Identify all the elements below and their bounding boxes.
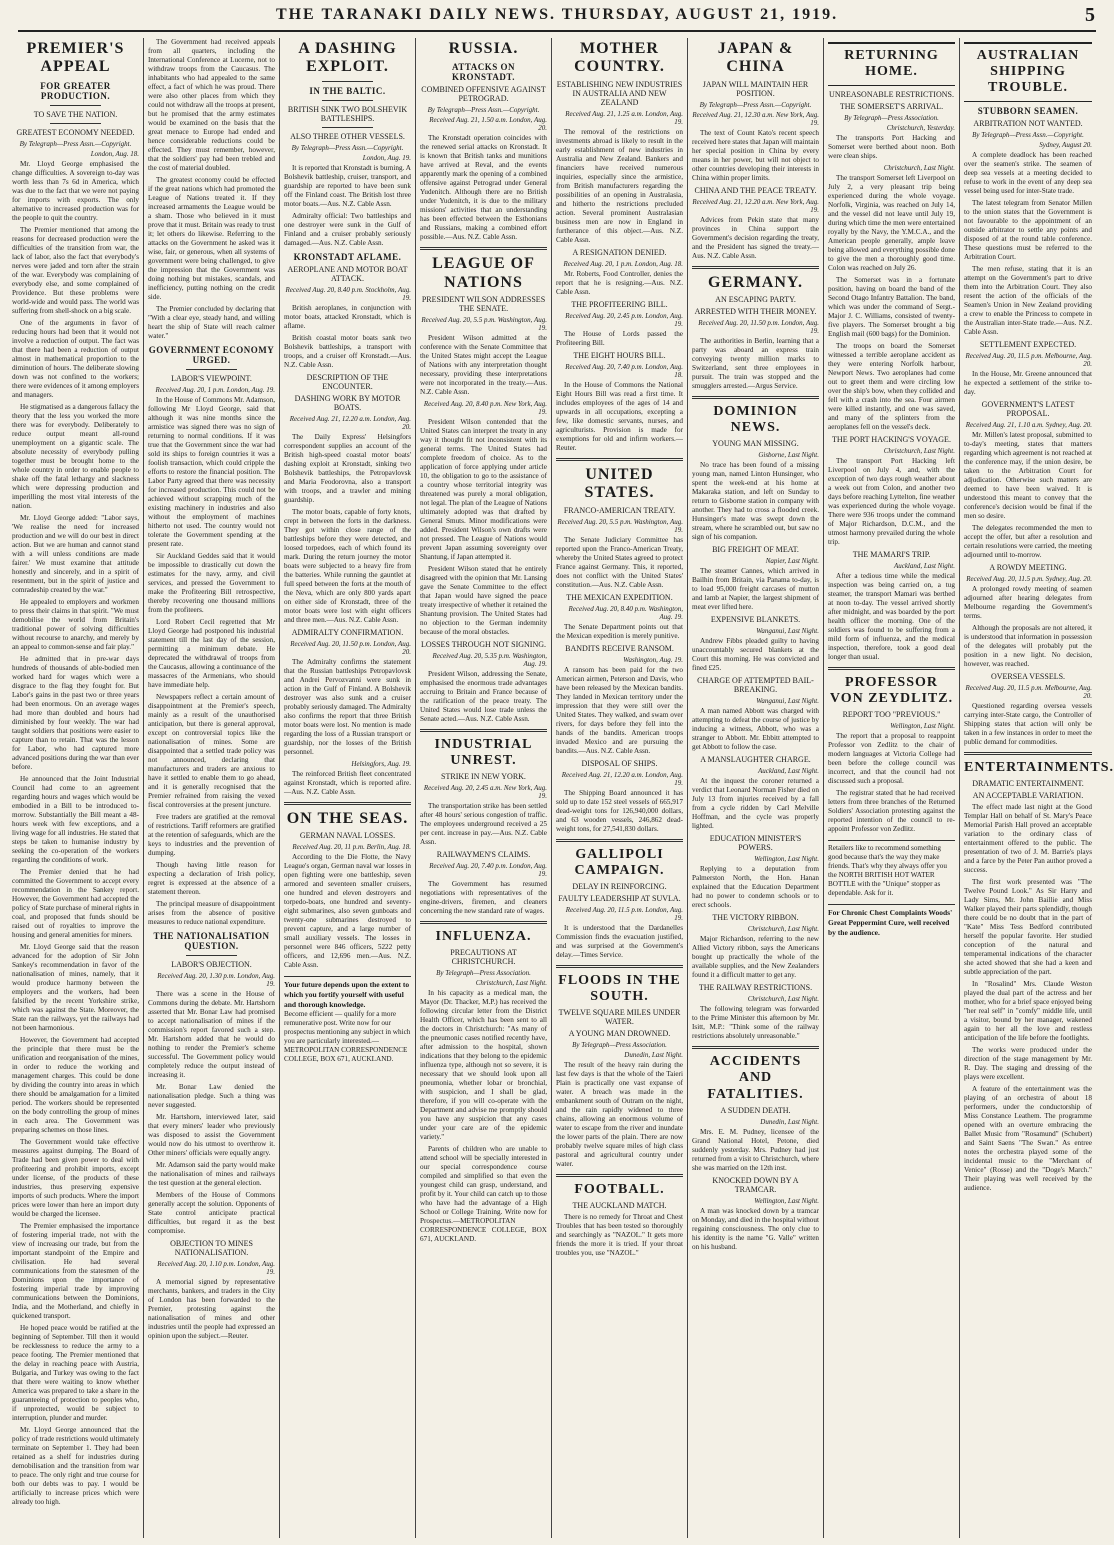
headline: RUSSIA. — [448, 40, 519, 57]
paragraph: The Premier mentioned that among the reasons for decreased production were the difficulties of the transition from war, the lack of labor, also the fact that everybody's nerves were jaded and torn after the strain of the war. Everybody was complaining of everybody else, and some complained of Providence. But these problems were world-wide and would pass. The world was suffering from shell-shock on a big scale. — [12, 225, 139, 315]
paragraph: President Wilson admitted at the conference with the Senate Committee that the United States might accept the League of Nations with any interpretation thought necessary, providing these interpretations were not incorporated in the treaty.—Aus. N.Z. Cable Assn. — [420, 334, 547, 397]
dateline: Dunedin, Last Night. — [624, 1050, 683, 1059]
paragraph: The report that a proposal to reappoint Professor von Zedlitz to the chair of modern languages at Victoria College had been before the college council was incorrect, and that the council had not discussed such a proposal. — [828, 732, 955, 786]
paragraph: In the House, Mr. Greene announced that he expected a settlement of the strike to-day. — [964, 370, 1092, 397]
paragraph: The authorities in Berlin, learning that a party was aboard an express train conveying twenty million marks to Switzerland, sent three employees in pursuit. The train was stopped and the smugglers arrested.—Argus Service. — [692, 337, 819, 391]
credit-line: By Telegraph—Press Assn.—Copyright. — [19, 139, 132, 148]
credit-line: By Telegraph—Press Association. — [572, 1040, 667, 1049]
dateline: Received Aug. 21, 12.20 a.m. New York, Aug. 19. — [692, 197, 819, 214]
dateline: Received Aug. 20, 5.5 p.m. Washington, Aug. 19. — [557, 517, 683, 534]
paragraph: The reinforced British fleet concentrated against Kronstadt, which is reported afire.—Aus. N.Z. Cable Assn. — [284, 769, 411, 796]
headline: LEAGUE OF NATIONS — [432, 255, 535, 291]
paragraph: The delegates recommended the men to accept the offer, but after a resolution and certain resolutions were carried, the meeting adjourned until to-morrow. — [964, 524, 1092, 560]
paragraph: Mr. Lloyd George said that the reason advanced for the adoption of Sir John Sankey's recommendation in favor of the nationalisation of mines, namely, that it would produce harmony between the employers and the workers, had been falsified by the recent Yorkshire strike, which was against the State. Moreover, the State ran the railways, yet the railways had not been harmonious. — [12, 942, 139, 1032]
dateline: Christchurch, Yesterday. — [886, 124, 955, 133]
advertisement — [828, 904, 955, 938]
paragraph: Mr. Roberts, Food Controller, denies the report that he is resigning.—Aus. N.Z. Cable Assn. — [556, 269, 683, 296]
dateline: Wellington, Last Night. — [754, 1196, 819, 1205]
dateline: Received Aug. 20, 1.30 p.m. London, Aug. 19. — [157, 972, 275, 988]
paragraph: The Government had received appeals from all quarters, including the International Conference at Lucerne, not to withdraw troops from the Caucasus. The inhabitants who had appealed to the same effect, a fact of which he was proud. There were also other places from which they could not withdraw all the troops at present, but he promised that the army estimates would be examined on the basis that the great menace to Europe had ended and hence considerable reductions could be effected. They must remember, however, that the soldiers' pay had been trebled and the cost of material doubled. — [148, 38, 275, 172]
dateline: Received Aug. 20, 8.40 p.m. New York, Aug. 19. — [423, 400, 547, 417]
paragraph: Mr. Lloyd George announced that the policy of trade restrictions would ultimately terminate on September 1. They had been retained as a shelf for industries during demobilisation and the transition from war to peace. The only right and true course for both our debts was to pay. I would be artificially to increase prices which were already too high. — [12, 1425, 139, 1506]
subheadline: FAULTY LEADERSHIP AT SUVLA. — [558, 893, 681, 903]
dateline: Received Aug. 20, 8.40 p.m. Washington, Aug. 19. — [568, 604, 683, 621]
dateline: Christchurch, Last Night. — [747, 995, 819, 1004]
subheadline: THE PROFITEERING BILL. — [571, 299, 668, 309]
subheadline: OVERSEA VESSELS. — [990, 672, 1066, 682]
paragraph: The Premier denied that he had committed the Government to accept every recommendation in the Sankey report. However, the Government had accepted the policy of State purchase of mineral rights in coal, and proposed that funds should be raised out of royalties to improve the housing and general amenities for miners. — [12, 867, 139, 939]
dateline: Washington, Aug. 19. — [623, 655, 683, 664]
paragraph: The first work presented was "The Twelve Pound Look." As Sir Harry and Lady Sims, Mr. John Baillie and Miss Walker played their parts splendidly, though there could be no doubt that in the part of "Kate" Miss Tess Bedford contributed herself the popular favorite. Her studied conception of the natural and temperamental indications of the character she acted showed that she had a keen and subtle appreciation of the part. — [964, 878, 1092, 977]
headline: PROFESSOR VON ZEYDLITZ. — [829, 675, 954, 707]
column-1 — [8, 38, 144, 1538]
paragraph: Members of the House of Commons generally accept the solution. Opponents of State control anticipate practical difficulties, but regard it as the best compromise. — [148, 1191, 275, 1235]
paragraph: The latest telegram from Senator Millen to the union states that the Government is not favourable to the appointment of an outside arbitrator to settle any points and disposed of at the round table conference. These questions must be referred to the Arbitration Court. — [964, 199, 1092, 262]
paragraph: Mr. Adamson said the party would make the nationalisation of mines and railways the test question at the general election. — [148, 1161, 275, 1187]
subheadline: DRAMATIC ENTERTAINMENT. — [972, 779, 1084, 789]
dateline: Received Aug. 20, 11.5 p.m. Melbourne, Aug. 20. — [965, 352, 1092, 369]
paragraph: He appealed to employers and workmen to press their claims in that spirit. "We must demobilise the world from Britain's traditional power of solving difficulties without recourse to anarchy, and merely by an appeal to common-sense and fair play." — [12, 597, 139, 651]
subheadline: UNREASONABLE RESTRICTIONS. — [829, 90, 954, 100]
dateline: Received Aug. 20, 7.40 p.m. London, Aug. 18. — [565, 362, 683, 379]
subheadline: STRIKE IN NEW YORK. — [441, 772, 526, 782]
paragraph: The Shipping Board announced it has sold up to date 152 steel vessels of 665,917 dead-weight tons for 126,940,000 dollars, and 63 wooden vessels, 246,862 dead-weight tons, for 27,541,830 dollars. — [556, 788, 683, 833]
paragraph: According to the Die Flotte, the Navy League's organ, German naval war losses in open fighting were one battleship, seven armored and seventeen smaller cruisers, one hundred and eleven destroyers and torpedo-boats, one hundred and seventy-eight submarines, also seven gunboats and twenty-one submarines destroyed to prevent capture, and a large number of small auxiliary vessels. The losses in personnel were 846 officers, 5222 petty officers, and 12,696 men.—Aus. N.Z. Cable Assn. — [284, 853, 411, 970]
paragraph: After a tedious time while the medical inspection was being carried on, a tug steamer, the transport Mamari was berthed at noon to-day. The vessel arrived shortly after midnight, and was boarded by the port health officer the morning. One of the soldiers was found to be suffering from a mild form of influenza, and the medical inspection, therefore, took a good deal longer than usual. — [828, 572, 955, 662]
paragraph: He admitted that in pre-war days hundreds of thousands of able-bodied men worked hard for wages which were a disgrace to the flag they fought for. But Labor's gains in the past two or three years had been enormous. On an average wages had more than doubled and hours had diminished by four weekly. The war had taught soldiers that positions were easier to capture than to retain. That was the lesson for Labor, who had captured more advanced positions during the war than ever before. — [12, 654, 139, 771]
paragraph: There is no remedy for Throat and Chest Troubles that has been tested so thoroughly and searchingly as "NAZOL." It gets more friends the more it is tried. If your throat troubles you, use "NAZOL." — [556, 1213, 683, 1258]
paragraph: No trace has been found of a missing young man, named Linton Hunsinger, who spent the week-end at his home at Makaraka station, and left on Sunday to return to Gisborne station in company with another. They had to cross a flooded creek. Hunsinger's mate was swept down the stream, where he scrambled out, but saw no sign of his companion. — [692, 461, 819, 542]
dateline: Christchurch, Last Night. — [883, 164, 955, 173]
paragraph: Though having little reason for expecting a declaration of Irish policy, regret is expressed at the absence of a statement thereon. — [148, 861, 275, 896]
subheadline: DASHING WORK BY MOTOR BOATS. — [294, 393, 401, 412]
headline: GERMANY. — [708, 273, 803, 291]
subheadline: ARRESTED WITH THEIR MONEY. — [694, 307, 817, 317]
headline: GALLIPOLI CAMPAIGN. — [574, 846, 665, 878]
dateline: Christchurch, Last Night. — [747, 925, 819, 934]
subheadline: OBJECTION TO MINES NATIONALISATION. — [170, 1239, 253, 1257]
dateline: Received Aug. 20, 11.50 p.m. London, Aug. 19. — [698, 319, 819, 336]
subheadline: ESTABLISHING NEW INDUSTRIES IN AUSTRALIA AND NEW ZEALAND — [556, 79, 683, 107]
credit-line: By Telegraph—Press Association. — [844, 114, 939, 123]
headline: RETURNING HOME. — [844, 48, 939, 80]
paragraph: A man named Abbott was charged with attempting to defeat the course of justice by inducing a witness, Abbott, who was a stranger to Abbott. Mr. Ebbitt attempted to get Abbott to follow the case. — [692, 707, 819, 752]
subheadline: THE VICTORY RIBBON. — [712, 913, 799, 923]
dateline: Received Aug. 20, 11.5 p.m. Melbourne, Aug. 20. — [965, 684, 1092, 701]
paragraph: British coastal motor boats sank two Bolshevik battleships, a transport with troops, and a cruiser off Kronstadt.—Aus. N.Z. Cable Assn. — [284, 333, 411, 369]
ad-body: Retailers like to recommend something good because that's the way they make friends. That's why they always offer you the NORTH BRITISH HOT WATER BOTTLE with the "Unique" stopper as dependable. Ask for it. — [828, 844, 947, 898]
subheadline: EXPENSIVE BLANKETS. — [710, 615, 801, 625]
headline: A DASHING EXPLOIT. — [298, 40, 397, 76]
dateline: Christchurch, Last Night. — [475, 979, 547, 988]
dateline: Received Aug. 20, 11 p.m. Berlin, Aug. 18. — [292, 843, 411, 852]
credit-line: By Telegraph—Press Assn.—Copyright. — [427, 106, 540, 115]
subheadline: BANDITS RECEIVE RANSOM. — [565, 643, 674, 653]
dateline: Auckland, Last Night. — [757, 767, 819, 776]
advertisement — [284, 976, 411, 1064]
dateline: Wanganui, Last Night. — [756, 627, 819, 636]
subheadline: PRECAUTIONS AT CHRISTCHURCH. — [450, 948, 517, 967]
ad-body: Become efficient — qualify for a more remunerative post. Write now for our prospectus mentioning any subject in which you are particularly interested.—METROPOLITAN CORRESPONDENCE COLLEGE, BOX 671, AUCKLAND. — [284, 1010, 411, 1064]
headline: INFLUENZA. — [435, 929, 532, 945]
subheadline: THE MAMARI'S TRIP. — [852, 550, 931, 560]
paragraph: Mrs. E. M. Pudney, licensee of the Grand National Hotel, Petone, died suddenly yesterday. Mrs. Pudney had just returned from a visit to Christchurch, where she was married on the 12th inst. — [692, 1127, 819, 1172]
paragraph: A prolonged rowdy meeting of seamen adjourned after hearing delegates from Melbourne regarding the Government's terms. — [964, 585, 1092, 621]
subheadline: A YOUNG MAN DROWNED. — [568, 1028, 671, 1038]
dateline: Received Aug. 20, 11.50 p.m. London, Aug. 20. — [290, 639, 411, 656]
paragraph: In "Rosalind" Mrs. Claude Weston played the dual part of the actress and her mother, who for a brief space enjoyed being "her real self" in "comfy" middle life, until a visitor, bound by her manager, wakened again to her all the love and restless anticipation of the life before the footlights. — [964, 980, 1092, 1043]
subheadline: THE NATIONALISATION QUESTION. — [153, 931, 270, 951]
paragraph: The motor boats, capable of forty knots, crept in between the forts in the darkness. They got within close range of the battleships before they were detected, and loosed torpedoes, each of which found its mark. During the return journey the motor boats were subjected to a heavy fire from the batteries. While running the gauntlet at full speed between the forts at the mouth of the Neva, which are only 800 yards apart on either side of Kronstadt, three of the motor boats were lost with eight officers and three men.—Aus. N.Z. Cable Assn. — [284, 507, 411, 624]
dateline: Auckland, Last Night. — [893, 562, 955, 571]
headline: MOTHER COUNTRY. — [574, 40, 665, 76]
paragraph: The steamer Cannes, which arrived in Bailhin from Britain, via Panama to-day, is to load 95,000 freight carcases of mutton and lamb at Napier, the largest shipment of meat ever lifted here. — [692, 567, 819, 612]
paragraph: Questioned regarding oversea vessels carrying inter-State cargo, the Controller of Shipping states that action will only be taken in a few instances in order to meet the public demand for commodities. — [964, 702, 1092, 747]
subheadline: PRESIDENT WILSON ADDRESSES THE SENATE. — [421, 295, 546, 314]
dateline: Napier, Last Night. — [765, 557, 819, 566]
paragraph: It is understood that the Dardanelles Commission finds the evacuation justified, and was surprised at the Government's delay.—Times Service. — [556, 923, 683, 959]
paragraph: The Senate Judiciary Committee has reported upon the Franco-American Treaty, whereby the United States agreed to protect France against Germany. This, it reported, does not conflict with the United States' constitution.—Aus. N.Z. Cable Assn. — [556, 535, 683, 589]
dateline: Wanganui, Last Night. — [756, 697, 819, 706]
paragraph: The greatest economy could be effected if the great nations which had promoted the League of Nations treated it. If they increased armaments the League would be a sham. Those who believed in it must prove that it must. Britain was ready to trust it; let others do likewise. Referring to the attacks on the Government he asked was it wise, fair, or generous, when all systems of government were being challenged, to give the impression that the Government was doing nothing but mistakes, scandals, and inefficiency, putting nothing on the credit side. — [148, 176, 275, 301]
headline: UNITED STATES. — [584, 465, 655, 502]
credit-line: By Telegraph—Press Assn.—Copyright. — [291, 143, 404, 152]
subheadline: THE RAILWAY RESTRICTIONS. — [698, 983, 813, 993]
subheadline: LOSSES THROUGH NOT SIGNING. — [420, 640, 547, 650]
dateline: Helsingfors, Aug. 19. — [351, 759, 411, 768]
paragraph: The transports Port Hacking and Somerset were berthed about noon. Both were clean ships. — [828, 134, 955, 161]
dateline: Received Aug. 20, 1.10 p.m. London, Aug. 19. — [157, 1260, 275, 1276]
dateline: Received Aug. 20, 5.35 p.m. Washington, Aug. 19. — [432, 652, 547, 669]
subheadline: LABOR'S VIEWPOINT. — [171, 374, 252, 383]
subheadline: GERMAN NAVAL LOSSES. — [299, 831, 396, 841]
dateline: Received Aug. 20, 1 p.m. London, Aug. 19. — [155, 386, 275, 394]
subheadline: REPORT TOO "PREVIOUS." — [842, 710, 941, 720]
paragraph: Newspapers reflect a certain amount of disappointment at the Premier's speech, mainly as a result of the unauthorised anticipation, but there is general approval, except on controversial topics like the nationalisation of mines. Some are disappointed that a settled trade policy was not announced, declaring that manufacturers and traders are anxious to have it settled to enable them to go ahead, and it is generally recognised that the Premier refrained from raising the vexed fiscal controversies at the present juncture. — [148, 693, 275, 809]
dateline: Received Aug. 20, 8.40 p.m. Stockholm, Aug. 19. — [285, 285, 411, 302]
subheadline: LABOR'S OBJECTION. — [171, 960, 252, 969]
column-5 — [552, 38, 688, 1538]
dateline: Received Aug. 20, 11.5 p.m. Sydney, Aug. 20. — [966, 575, 1092, 584]
subheadline: GOVERNMENT ECONOMY URGED. — [148, 345, 275, 365]
columns — [8, 38, 1114, 1538]
dateline: Received Aug. 20, 1 p.m. London, Aug. 18. — [563, 259, 683, 268]
subheadline: EDUCATION MINISTER'S POWERS. — [709, 834, 802, 853]
paragraph: Major Richardson, referring to the new Allied Victory ribbon, says the Americans bought up practically the whole of the available supplies, and the New Zealanders found it a difficult matter to get any. — [692, 935, 819, 980]
subheadline: THE PORT HACKING'S VOYAGE. — [832, 435, 951, 445]
paragraph: A ransom has been paid for the two American airmen, Peterson and Davis, who have been released by the Mexican bandits. They landed in Mexican territory under the impression that they were still over the United States. They walked, and swam over rivers, for days before they fell into the hands of the bandits. American troops invaded Mexico and are pursuing the bandits.—Aus. N.Z. Cable Assn. — [556, 665, 683, 755]
dateline: Received Aug. 21, 1.25 a.m. London, Aug. 19. — [565, 109, 683, 126]
paragraph: A feature of the entertainment was the playing of an orchestra of about 18 performers, under the conductorship of Miss Constance Leathem. The programme opened with an overture embracing the Ballet Music from "Rosamund" (Schubert) and Saint Saens "The Swan." As entree notes the orchestra played some of the incidental music to the "Merchant of Venice" (Rosse) and the "Doge's March." Their playing was well received by the audience. — [964, 1085, 1092, 1193]
credit-line: By Telegraph—Press Association. — [436, 969, 531, 978]
headline: DOMINION NEWS. — [713, 404, 798, 436]
paragraph: The Government would take effective measures against dumping. The Board of Trade had been given power to deal with profiteering and prohibit imports, except under license, of the products of these industries, thus preserving expensive imports of such products. Where the import prices were lower than here an import duty would be charged the licensee. — [12, 1137, 139, 1218]
dateline: Received Aug. 20, 2.45 a.m. New York, Aug. 19. — [423, 784, 547, 801]
subheadline: GOVERNMENT'S LATEST PROPOSAL. — [981, 400, 1075, 419]
paragraph: A complete deadlock has been reached over the seamen's strike. The seamen of deep sea vessels at a meeting decided to refuse to work in the event of any deep sea vessel being used for inter-State trade. — [964, 151, 1092, 196]
paragraph: Advices from Pekin state that many provinces in China support the Government's decision regarding the treaty, and the President has signed the treaty.—Aus. N.Z. Cable Assn. — [692, 215, 819, 260]
paragraph: The Somerset was in a fortunate position, having on board the band of the Second Otago Infantry Battalion. The band, which was under the command of Sergt.-Major J. C. Williams, consisted of twenty-five players. The Somerset brought a big English mail (600 bags) for the Dominion. — [828, 276, 955, 339]
headline: FLOODS IN THE SOUTH. — [558, 972, 681, 1004]
paragraph: The registrar stated that he had received letters from three branches of the Returned Soldiers' Association protesting against the reported intention of the council to re-appoint Professor von Zedlitz. — [828, 789, 955, 834]
subheadline: BRITISH SINK TWO BOLSHEVIK BATTLESHIPS. — [287, 104, 408, 123]
subheadline: TWELVE SQUARE MILES UNDER WATER. — [558, 1007, 681, 1026]
subheadline: YOUNG MAN MISSING. — [712, 439, 799, 449]
paragraph: Mr. Bonar Law denied the nationalisation pledge. Such a thing was never suggested. — [148, 1083, 275, 1109]
paragraph: It is reported that Kronstadt is burning. A Bolshevik battleship, cruiser, transport, and guardship are reported to have been sunk off the Finland coast. The British lost three motor boats.—Aus. N.Z. Cable Assn. — [284, 163, 411, 208]
subheadline: FRANCO-AMERICAN TREATY. — [563, 505, 676, 515]
subheadline: RAILWAYMEN'S CLAIMS. — [436, 850, 531, 860]
column-7 — [824, 38, 960, 1538]
paragraph: The troops on board the Somerset witnessed a terrible aeroplane accident as they were entering Norfolk harbour, Newport News. Two aeroplanes had come out to greet them and were circling low over the ship's bow, when they collided and fell with a crash into the sea. Four airmen were killed instantly, and one was saved, and many of the splinters from the aeroplanes fell on the vessel's deck. — [828, 342, 955, 432]
subheadline: SETTLEMENT EXPECTED. — [979, 340, 1077, 350]
paragraph: The effect made last night at the Good Templar Hall on behalf of St. Mary's Peace Memorial Parish Hall proved an acceptable variation to the ordinary class of entertainment offered to the public. The presentation of two of J. M. Barrie's plays and a farce by the Peter Pan author proved a success. — [964, 803, 1092, 875]
subheadline: DESCRIPTION OF THE ENCOUNTER. — [306, 372, 389, 391]
masthead-title: THE TARANAKI DAILY NEWS. THURSDAY, AUGUST 21, 1919. — [275, 6, 839, 23]
column-4 — [416, 38, 552, 1538]
subheadline: THE EIGHT HOURS BILL. — [573, 350, 666, 360]
paragraph: Although the proposals are not altered, it is understood that information in possession of the delegates will probably put the position in a new light. No decision, however, was reached. — [964, 624, 1092, 669]
paragraph: There was a scene in the House of Commons during the debate. Mr. Hartshorn asserted that Mr. Bonar Law had promised to accept nationalisation of mines if the commission's report favored such a step. Mr. Hartshorn added that he would do nothing to render the Premier's scheme successful. The Government policy would completely reduce the output instead of increasing it. — [148, 990, 275, 1079]
section-header — [828, 42, 955, 86]
dateline: Received Aug. 20, 5.5 p.m. Washington, Aug. 19. — [421, 316, 547, 333]
paragraph: A man was knocked down by a tramcar on Monday, and died in the hospital without regaining consciousness. The only clue to his identity is the name "G. Valle" written on his husband. — [692, 1206, 819, 1251]
paragraph: President Wilson contended that the United States can interpret the treaty in any way it thought fit not inconsistent with its general terms. The United States had complete freedom of choice. As to the application of force applying under article 10, the obligation to go to the assistance of a country whose territorial integrity was threatened was purely a moral obligation, not legal. The plan of the League of Nations ultimately adopted was that drafted by General Smuts. Minor modifications were added. President Wilson's own drafts were not pressed. The League of Nations would prevent Japan assuming sovereignty over Shantung, if Japan attempted it. — [420, 418, 548, 562]
headline: ON THE SEAS. — [286, 809, 409, 827]
subheadline: ARBITRATION NOT WANTED. — [973, 119, 1083, 129]
ad-heading: Your future depends upon the extent to which you fortify yourself with useful and thorough knowledge. — [284, 980, 410, 1010]
dateline: Dunedin, Last Night. — [760, 1117, 819, 1126]
paragraph: The removal of the restrictions on investments abroad is likely to result in the early establishment of new industries in Australia and New Zealand. Bankers and financiers have received numerous inquiries, especially since the armistice, from British manufacturers regarding the possibilities of an opening in Australasia, and hitherto the restrictions precluded action. Several prominent Australasian business men are now in England in furtherance of this object.—Aus. N.Z. Cable Assn. — [556, 127, 683, 244]
paragraph: The transportation strike has been settled after 48 hours' serious congestion of traffic. The employees underground received a 25 per cent. increase in pay.—Aus. N.Z. Cable Assn. — [420, 802, 547, 847]
paragraph: The Senate Department points out that the Mexican expedition is merely punitive. — [556, 622, 683, 640]
ad-heading: For Chronic Chest Complaints Woods' Great Peppermint Cure, well received by the audience. — [828, 908, 953, 938]
paragraph: The Premier concluded by declaring that "With a clear eye, steady hand, and willing heart the ship of State will reach calmer water." — [148, 305, 275, 340]
subheadline: AN ACCEPTABLE VARIATION. — [972, 791, 1084, 801]
paragraph: He stigmatised as a dangerous fallacy the theory that the less you worked the more there was for everybody. Deliberately to reduce output meant all-round unemployment on a gigantic scale. The absolute necessity of everybody pulling together must be brought home to the whole country in order to enable people to shake off the fatal lethargy and slackness which were depressing production and imperilling the most vital interests of the nation. — [12, 402, 139, 510]
dateline: Received Aug. 21, 12.20 a.m. London, Aug. 20. — [289, 414, 411, 431]
dateline: Received Aug. 21, 12.20 a.m. London, Aug. 19. — [561, 770, 683, 787]
subheadline: A ROWDY MEETING. — [989, 563, 1067, 573]
headline: INDUSTRIAL UNREST. — [434, 737, 533, 769]
subheadline: AEROPLANE AND MOTOR BOAT ATTACK. — [287, 264, 408, 283]
advertisement — [828, 840, 955, 898]
dateline: Received Aug. 21, 12.30 a.m. New York, Aug. 19. — [692, 110, 819, 127]
subheadline: KRONSTADT AFLAME. — [293, 251, 402, 262]
paragraph: Mr. Lloyd George emphasised the change difficulties. A sovereign to-day was worth less than 7s 6d in America, which was due to the fact that we were not paying for imports with exports. The only alternative to increased production was for the people to quit the country. — [12, 159, 139, 222]
paragraph: Andrew Fibbs pleaded guilty to having unaccountably secured blankets at the Court this morning. He was convicted and fined £25. — [692, 637, 819, 673]
dateline: Received Aug. 21, 1.50 a.m. London, Aug. 20. — [429, 116, 547, 133]
subheadline: A MANSLAUGHTER CHARGE. — [700, 755, 811, 765]
subheadline: GREATEST ECONOMY NEEDED. — [16, 127, 135, 137]
paragraph: Admiralty official: Two battleships and one destroyer were sunk in the Gulf of Finland and a cruiser probably seriously damaged.—Aus. N.Z. Cable Assn. — [284, 211, 411, 247]
paragraph: Mr. Lloyd George added: "Labor says, 'We realise the need for increased production and we will do our best in direct action. But we are human and cannot stand with a will unless conditions are made fairer.' We must examine that attitude honestly and sincerely, and in a spirit of resentment, but in the spirit of justice and comradeship created by the war." — [12, 513, 139, 594]
paragraph: Parents of children who are unable to attend school will be specially interested in our special correspondence course compiled and simplified so that even the youngest child can grasp, understand, and profit by it. Your child can catch up to those who have had the advantage of a High School or College Training. Write now for Prospectus.—METROPOLITAN CORRESPONDENCE COLLEGE, BOX 671, AUCKLAND. — [420, 1145, 547, 1244]
paragraph: In the House of Commons Mr. Adamson, following Mr Lloyd George, said that although it was nine months since the armistice was signed there was no sign of returning to normal conditions. If it was true that the Government since the war had sold its ships to foreign countries it was a foolish transaction, which could cripple the efforts to restore the financial position. The Labor Party agreed that there was necessity for increased production. This could not be achieved without scrapping much of the existing machinery in industries and also without the employment of machines hitherto not used. The country would not tolerate the Government spending at the present rate. — [148, 396, 275, 548]
paragraph: British aeroplanes, in conjunction with motor boats, attacked Kronstadt, which is aflame. — [284, 303, 411, 330]
subheadline: DISPOSAL OF SHIPS. — [581, 758, 658, 768]
paragraph: President Wilson stated that he entirely disagreed with the opinion that Mr. Lansing gave the Senate Committee to the effect that Japan would have signed the peace treaty irrespective of whether it retained the Shantung provision. The United States had no objection to the German indemnity because of the moral obstacles. — [420, 565, 547, 637]
credit-line: By Telegraph—Press Assn.—Copyright. — [972, 131, 1084, 140]
paragraph: In his capacity as a medical man, the Mayor (Dr. Thacker, M.P.) has received the following circular letter from the District Health Officer, which has been sent to all the doctors in Christchurch: "As many of the pneumonic cases notified recently have, after admission to the hospital, shown indications that they belong to the epidemic influenza type, although not so severe, it is necessary that we should look upon all pneumonia, whether lobar or bronchial, with suspicion, and I shall be glad, therefore, if you will co-operate with the Department and advise me promptly should you have any suspicion that any cases under your care are of the epidemic variety." — [420, 989, 547, 1142]
paragraph: The House of Lords passed the Profiteering Bill. — [556, 329, 683, 347]
paragraph: The Premier emphasised the importance of fostering imperial trade, not with the view of increasing our trade, but from the important standpoint of the Empire and civilisation. He had several communications from the statesmen of the Dominions upon the importance of fostering imperial trade by improving communications between the Dominions, India, and the Motherland, and chiefly in quickened transport. — [12, 1221, 139, 1320]
paragraph: The men refuse, stating that it is an attempt on the Government's part to drive them into the Arbitration Court. They also resent the action of the officials of the Seamen's Union in New Zealand providing a crew to enable the Princess to compete in the Australian inter-State trade.—Aus. N.Z. Cable Assn. — [964, 265, 1092, 337]
paragraph: President Wilson, addressing the Senate, emphasised the enormous trade advantages accruing to Britain and France because of the ratification of the peace treaty. The United States would lose trade unless the Senate acted.—Aus. N.Z. Cable Assn. — [420, 670, 547, 724]
paragraph: Mr. Hartshorn, interviewed later, said that every miners' leader who previously was disposed to assist the Government would now do his utmost to overthrow it. Other miners' officials were equally angry. — [148, 1113, 275, 1157]
masthead — [18, 0, 1096, 32]
page-number: 5 — [1085, 3, 1096, 26]
subheadline: KNOCKED DOWN BY A TRAMCAR. — [712, 1175, 799, 1194]
paragraph: Free traders are gratified at the removal of restrictions. Tariff reformers are gratified at the retention of safeguards, which are the keys to industries and the prevention of dumping. — [148, 813, 275, 857]
paragraph: Replying to a deputation from Palmerston North, the Hon. Hanan explained that the Education Department had no power to condemn schools or to erect schools. — [692, 865, 819, 910]
paragraph: In the House of Commons the National Eight Hours Bill was read a first time. It includes employees of the ages of 14 and upwards in all occupations, excepting a few, like domestic servants, nurses, and agriculturists. Provision is made for exemptions for old and infirm workers.—Reuter. — [556, 380, 683, 452]
subheadline: DELAY IN REINFORCING. — [572, 881, 667, 891]
column-8 — [960, 38, 1114, 1538]
paragraph: However, the Government had accepted the principle that there must be the unification and reorganisation of the mines, in order to reduce the working and management charges. This could be done by dividing the country into areas in which there should be amalgamation for a limited period. The workers should be represented on the body controlling the group of mines in each area. The Government was preparing schemes on those lines. — [12, 1035, 139, 1134]
dateline: Sydney, August 20. — [1039, 141, 1092, 150]
paragraph: The Government has resumed negotiations with representatives of the engine-drivers, firemen, and cleaners concerning the new standard rate of wages. — [420, 880, 547, 916]
dateline: Christchurch, Last Night. — [883, 447, 955, 456]
column-3 — [280, 38, 416, 1538]
dateline: Received Aug. 20, 2.45 p.m. London, Aug. 19. — [565, 311, 683, 328]
subheadline: THE MEXICAN EXPEDITION. — [566, 592, 673, 602]
subheadline: CHARGE OF ATTEMPTED BAIL-BREAKING. — [697, 676, 814, 695]
paragraph: The Daily Express' Helsingfors correspondent supplies an account of the British high-speed coastal motor boats' dashing exploit at Kronstadt, sinking two Bolshevik battleships, the Petropavlovsk and Maria Feodorovna, also a transport with troops, and a trawler and mining guardship. — [284, 432, 411, 504]
subheadline: TO SAVE THE NATION. — [33, 109, 118, 119]
paragraph: A memorial signed by representative merchants, bankers, and traders in the City of London has been forwarded to the Premier, protesting against the nationalisation of mines and other industries until the people had expressed an opinion upon the subject.—Reuter. — [148, 1278, 275, 1340]
dateline: Received Aug. 20, 11.5 p.m. London, Aug. 19. — [565, 905, 683, 922]
paragraph: Mr. Millen's latest proposal, submitted to to-day's meeting, states that matters regarding which agreement is not reached at the conference may, if the union desire, be taken to the Arbitration Court for adjudication. Otherwise such matters are deemed to have been waived. It is understood this meant to convey that the conference's decision would be final if the men so desire. — [964, 431, 1092, 521]
paragraph: At the inquest the coroner returned a verdict that Leonard Norman Fisher died on July 13 from injuries received by a fall from a cycle ridden by Carl Melville Hoffman, and the cycle was properly lighted. — [692, 777, 819, 831]
paragraph: The transport Somerset left Liverpool on July 2, a very pleasant trip being experienced during the whole voyage. Norfolk, Virginia, was reached on July 14, and the vessel did not leave until July 19, during which time the men were entertained royally by the Navy, the Y.M.C.A., and the American people generally, ample leave being allowed and everything possible done to give the men a thoroughly good time. Colon was reached on July 26. — [828, 174, 955, 273]
subheadline: BIG FREIGHT OF MEAT. — [712, 545, 799, 555]
headline: ACCIDENTS AND FATALITIES. — [707, 1054, 804, 1102]
subheadline: AN ESCAPING PARTY. — [715, 295, 796, 305]
paragraph: One of the arguments in favor of reducing hours had been that it would not involve a reduction of output. The fact was that there had been a reduction of output almost in mathematical proportion to the diminution of hours. The deliberate slowing down was not confined to the workers; there were evidences of it among employers and managers. — [12, 318, 139, 399]
paragraph: The transport Port Hacking left Liverpool on July 4, and, with the exception of two days rough weather about a week out from Colon, and another two days before reaching Lyttelton, fine weather was experienced during the whole voyage. There were 936 troops under the command of Major Richardson, D.C.M., and the utmost harmony prevailed during the whole trip. — [828, 457, 955, 547]
paragraph: The following telegram was forwarded to the Prime Minister this afternoon by Mr. Isitt, M.P.: "Think some of the railway restrictions absolutely unreasonable." — [692, 1005, 819, 1041]
subheadline: JAPAN WILL MAINTAIN HER POSITION. — [702, 79, 809, 98]
dateline: Gisborne, Last Night. — [758, 451, 819, 460]
column-6 — [688, 38, 824, 1538]
dateline: Received Aug. 20, 7.40 p.m. London, Aug. 19. — [429, 862, 547, 879]
paragraph: The Kronstadt operation coincides with the renewed serial attacks on Kronstadt. It is known that British tanks and munitions have arrived at Reval, and the events apparently mark the opening of a combined offensive against Petrograd under General Yudenitch. Although there are no British under Yudenitch, it is due to the military missions' activities that an understanding has been effected between the Esthonians and Russians, making a combined effort possible.—Aus. N.Z. Cable Assn. — [420, 134, 547, 242]
paragraph: The text of Count Kato's recent speech received here states that Japan will maintain her special position in China by every means in her power, but will not object to other countries developing their interests in China within proper limits. — [692, 128, 819, 182]
subheadline: ADMIRALTY CONFIRMATION. — [291, 627, 404, 637]
dateline: Wellington, Last Night. — [754, 855, 819, 864]
subheadline: ATTACKS ON KRONSTADT. — [452, 62, 515, 83]
subheadline: ALSO THREE OTHER VESSELS. — [290, 131, 405, 141]
paragraph: The principal measure of disappointment arises from the absence of positive measures to reduce national expenditure. — [148, 900, 275, 926]
dateline: London, Aug. 18. — [90, 149, 139, 158]
column-2 — [144, 38, 280, 1538]
subheadline: THE AUCKLAND MATCH. — [572, 1201, 667, 1211]
subheadline: STUBBORN SEAMEN. — [977, 106, 1079, 117]
headline: ENTERTAINMENTS. — [964, 760, 1114, 776]
paragraph: The result of the heavy rain during the last few days is that the whole of the Taieri Plain is practically one vast expanse of water. A breach was made in the embankment south of Outram on the night, and the rain rapidly widened to three chains, allowing an enormous volume of water to escape from the river and inundate the lower parts of the plain. There are now probably twelve square miles of high class pastoral and agricultural country under water. — [556, 1060, 683, 1168]
subheadline: COMBINED OFFENSIVE AGAINST PETROGRAD. — [421, 85, 546, 104]
subheadline: CHINA AND THE PEACE TREATY. — [694, 185, 817, 195]
headline: AUSTRALIAN SHIPPING TROUBLE. — [976, 48, 1080, 96]
headline: PREMIER'S APPEAL — [26, 40, 125, 76]
subheadline: FOR GREATER PRODUCTION. — [40, 80, 111, 101]
subheadline: A SUDDEN DEATH. — [720, 1105, 791, 1115]
paragraph: Sir Auckland Geddes said that it would be impossible to drastically cut down the estimates for the navy, army, and civil services, and pressed the Government to make the Profiteering Bill retrospective, thereby recovering one thousand millions from the profiteers. — [148, 552, 275, 614]
dateline: Received Aug. 21, 1.10 a.m. Sydney, Aug. 20. — [965, 421, 1092, 430]
paragraph: Lord Robert Cecil regretted that Mr Lloyd George had postponed his industrial statement till the last day of the session, permitting a minimum debate. He deprecated the withdrawal of troops from the Caucasus, allowing a continuance of the massacres of the Armenians, who should have immediate help. — [148, 618, 275, 689]
paragraph: The Admiralty confirms the statement that the Russian battleships Petropavlovsk and Andrei Pervozvanni were sunk in action in the Gulf of Finland. A Bolshevik destroyer was also sunk and a cruiser probably seriously damaged. The Admiralty also confirms the report that three British motor boats were lost. No mention is made regarding the loss of a Russian transport or guardship, nor the losses of the British personnel. — [284, 657, 411, 756]
paragraph: He announced that the Joint Industrial Council had come to an agreement regarding hours and wages which would be embodied in a Bill to be introduced to-morrow. Substantially the Bill meant a 48-hours week with few exceptions, and a living wage for all industries. He stated that steps be taken to humanise industry by seeking the co-operation of the workers regarding the conditions of work. — [12, 774, 139, 864]
dateline: Wellington, Last Night. — [890, 722, 955, 731]
section-header — [964, 42, 1092, 102]
subheadline: THE SOMERSET'S ARRIVAL. — [839, 102, 944, 112]
subheadline: A RESIGNATION DENIED. — [572, 247, 667, 257]
headline: FOOTBALL. — [574, 1181, 665, 1197]
dateline: London, Aug. 19. — [362, 153, 411, 162]
subheadline: IN THE BALTIC. — [309, 85, 386, 96]
paragraph: He hoped peace would be ratified at the beginning of September. Till then it would be recklessness to reduce the army to a peace footing. The Premier mentioned that the delay in reaching peace with Austria, Bulgaria, and Turkey was owing to the fact that there were waiting to know whether America was prepared to take a share in the guaranteeing of protection to peoples who, if unprotected, would be subject to interruption, plunder and murder. — [12, 1323, 139, 1422]
headline: JAPAN & CHINA — [717, 40, 794, 76]
paragraph: The works were produced under the direction of the stage management by Mr. R. Day. The staging and dressing of the plays were excellent. — [964, 1046, 1092, 1082]
credit-line: By Telegraph—Press Assn.—Copyright. — [699, 100, 812, 109]
